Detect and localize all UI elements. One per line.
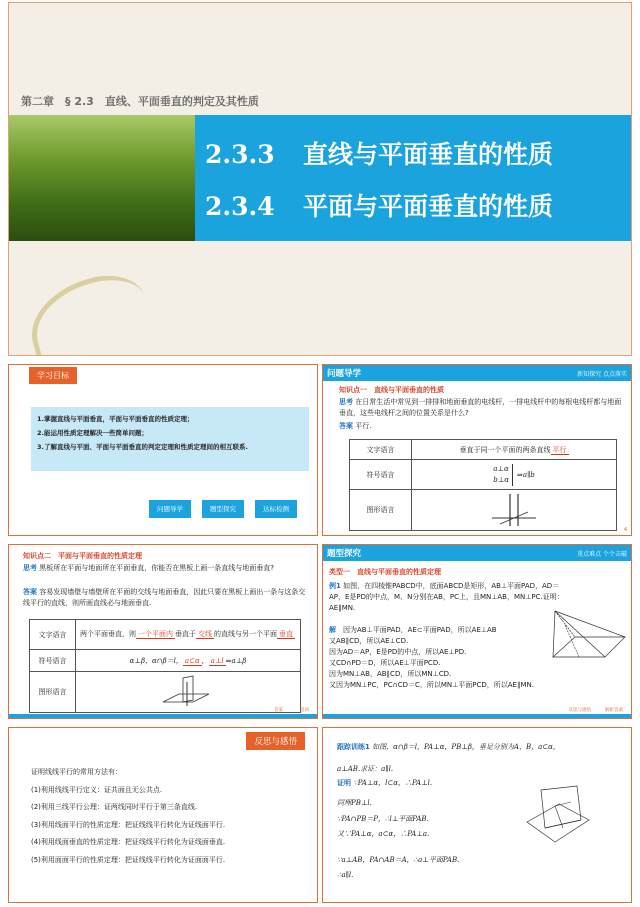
think-text: 在日常生活中常见到一排排和地面垂直的电线杆，一排电线杆中的每根电线杆都与地面垂直，这些电线杆之间的位置关系是什么? xyxy=(339,398,622,417)
knowledge-slide-1 xyxy=(322,364,632,536)
think-text: 黑板所在平面与地面所在平面垂直，你能否在黑板上画一条直线与地面垂直? xyxy=(39,564,274,572)
footer-bar xyxy=(323,714,631,718)
symbol-line: a⊥α xyxy=(493,464,509,473)
symbol-part: ⇒a⊥β xyxy=(225,656,247,665)
perpendicular-planes-figure xyxy=(153,674,223,710)
proof-line: 又∵PA⊥α，a⊂α，∴PA⊥a. xyxy=(337,830,430,838)
solution-label: 解 xyxy=(329,626,336,634)
row-figure xyxy=(76,672,301,713)
proof-line: 同理PB⊥l. xyxy=(337,799,372,807)
example-text: 如图，在四棱锥PABCD中，底面ABCD是矩形，AB⊥平面PAD，AD＝AP，E是PD的中点，M、N分别在AB，PC上，且MN⊥AB，MN⊥PC.证明：AE∥MN. xyxy=(329,582,564,612)
footer-bar xyxy=(9,714,317,718)
header-subtitle: 新知探究 点点落实 xyxy=(577,371,627,378)
nav-button-preview[interactable]: 问题导学 xyxy=(149,500,191,518)
goal-item: 2.能运用性质定理解决一些简单问题； xyxy=(37,429,148,437)
row-text-part: 的直线与另一个平面 xyxy=(214,630,277,638)
footer-reflect[interactable]: 反思与感悟 xyxy=(568,708,591,713)
follow-paragraph xyxy=(337,742,625,753)
proof-first-line xyxy=(337,778,432,789)
footer-back[interactable]: 返回 xyxy=(300,708,309,713)
footer-answer[interactable]: 答案 xyxy=(274,708,283,713)
solution-line: 又CD∩PD＝D，所以AE⊥平面PCD. xyxy=(329,659,441,667)
row-label: 图形语言 xyxy=(350,490,412,531)
fill-blank: 垂直 xyxy=(279,630,293,638)
reflection-tag: 反思与感悟 xyxy=(246,732,305,750)
pyramid-figure xyxy=(545,607,631,665)
solution-line: 因为AD＝AP，E是PD的中点，所以AE⊥PD. xyxy=(329,648,467,656)
answer-paragraph xyxy=(339,421,371,432)
row-text-part: 两个平面垂直，则 xyxy=(80,630,136,638)
row-text-main: 垂直于同一个平面的两条直线 xyxy=(459,445,551,454)
goals-box xyxy=(31,407,309,471)
parallel-lines-figure xyxy=(484,492,544,528)
goal-item: 3.了解直线与平面、平面与平面垂直的判定定理和性质定理间的相互联系. xyxy=(37,443,248,451)
follow-text: 如图，α∩β＝l，PA⊥α，PB⊥β，垂足分别为A、B，a⊂α， xyxy=(372,743,560,751)
think-paragraph xyxy=(23,563,311,574)
solution-line: 又AB∥CD，所以AE⊥CD. xyxy=(329,637,409,645)
row-text-part: 垂直于 xyxy=(175,630,196,638)
goals-tag: 学习目标 xyxy=(29,367,77,384)
answer-label: 答案 xyxy=(339,422,353,430)
row-figure xyxy=(412,490,617,531)
goal-item: 1.掌握直线与平面垂直，平面与平面垂直的性质定理； xyxy=(37,415,194,423)
fill-blank: 一个平面内 xyxy=(138,630,173,638)
follow-text-2: a⊥AB.求证：a∥l. xyxy=(337,765,394,773)
page-number: 4 xyxy=(623,527,627,533)
symbol-conclusion: ⇒a∥b xyxy=(517,470,535,479)
row-text xyxy=(412,440,617,460)
header-title: 题型探究 xyxy=(327,549,362,559)
nav-button-test[interactable]: 达标检测 xyxy=(255,500,297,518)
header-subtitle: 重点难点 个个击破 xyxy=(577,551,627,558)
title-line-2 xyxy=(205,187,553,223)
fill-blank: 平行 xyxy=(552,445,567,454)
reflection-item: (5)利用面面平行的性质定理：把证线线平行转化为证面面平行. xyxy=(31,855,226,864)
row-label: 符号语言 xyxy=(30,650,76,672)
reflection-intro: 证明线线平行的常用方法有： xyxy=(31,768,122,776)
proof-block xyxy=(337,796,523,884)
solution-line: 又因为MN⊥PC，PC∩CD＝C，所以MN⊥平面PCD，所以AE∥MN. xyxy=(329,681,534,689)
solution-text: 因为AB⊥平面PAD，AE⊂平面PAD，所以AE⊥AB xyxy=(343,626,497,634)
point-title: 知识点一 直线与平面垂直的性质 xyxy=(339,386,444,394)
row-label: 符号语言 xyxy=(350,460,412,490)
landscape-image xyxy=(9,115,195,241)
title-line-1 xyxy=(205,135,553,171)
header-title: 问题导学 xyxy=(327,369,362,379)
proof-line: ∵a⊥AB，PA∩AB＝A，∴a⊥平面PAB. xyxy=(337,855,460,864)
example-slide xyxy=(322,544,632,719)
row-symbol xyxy=(76,650,301,672)
reflection-item: (2)利用三线平行公理：证两线同时平行于第三条直线. xyxy=(31,803,198,811)
row-label: 文字语言 xyxy=(350,440,412,460)
section-title-2: 平面与平面垂直的性质 xyxy=(303,192,554,221)
type-title: 类型一 直线与平面垂直的性质定理 xyxy=(329,568,441,576)
row-text xyxy=(76,620,301,650)
knowledge-slide-2 xyxy=(8,544,318,719)
example-paragraph xyxy=(329,581,575,614)
title-banner xyxy=(195,115,632,241)
row-label: 文字语言 xyxy=(30,620,76,650)
solution-line: 因为MN⊥AB，AB∥CD，所以MN⊥CD. xyxy=(329,670,452,678)
reflection-item: (3)利用线面平行的性质定理：把证线线平行转化为证线面平行. xyxy=(31,820,226,829)
planes-figure xyxy=(519,784,597,850)
section-number-2: 2.3.4 xyxy=(205,192,275,221)
fill-blank: a⊥l xyxy=(210,656,224,665)
property-table xyxy=(29,619,301,713)
road-shape xyxy=(21,266,158,356)
fill-blank: 交线 xyxy=(198,630,212,638)
proof-text: ∵PA⊥α，l⊂α，∴PA⊥l. xyxy=(353,779,433,787)
section-number-1: 2.3.3 xyxy=(205,140,275,169)
symbol-line: b⊥α xyxy=(493,475,510,484)
answer-text: 平行. xyxy=(355,422,372,430)
proof-line: ∴a∥l. xyxy=(337,871,354,879)
goals-slide xyxy=(8,364,318,536)
row-symbol xyxy=(412,460,617,490)
follow-label: 跟踪训练1 xyxy=(337,743,370,751)
answer-text: 容易发现墙壁与墙壁所在平面的交线与地面垂直，因此只要在黑板上画出一条与这条交线平行的直线，则所画直线必与地面垂直. xyxy=(23,588,306,607)
property-table xyxy=(349,439,617,531)
point-title: 知识点二 平面与平面垂直的性质定理 xyxy=(23,552,142,560)
fill-blank: a⊂α xyxy=(184,656,200,665)
symbol-part: α⊥β，α∩β＝l， xyxy=(129,656,183,665)
think-paragraph xyxy=(339,397,625,419)
title-slide xyxy=(8,2,632,356)
reflection-list xyxy=(31,764,311,869)
slide-header xyxy=(323,545,631,561)
row-label: 图形语言 xyxy=(30,672,76,713)
symbol-sep: ， xyxy=(201,656,209,665)
footer-analysis[interactable]: 解析答案 xyxy=(605,708,623,713)
answer-label: 答案 xyxy=(23,588,37,596)
example-label: 例1 xyxy=(329,582,341,590)
chapter-heading: 第二章 § 2.3 直线、平面垂直的判定及其性质 xyxy=(21,95,259,108)
section-title-1: 直线与平面垂直的性质 xyxy=(303,140,554,169)
follow-up-slide xyxy=(322,727,632,903)
reflection-item: (1)利用线线平行定义：证共面且无公共点. xyxy=(31,785,163,794)
nav-button-explore[interactable]: 题型探究 xyxy=(202,500,244,518)
answer-paragraph xyxy=(23,587,311,609)
reflection-item: (4)利用线面垂直的性质定理：把证线线平行转化为证线面垂直. xyxy=(31,838,226,846)
proof-label: 证明 xyxy=(337,779,351,787)
reflection-slide xyxy=(8,727,318,903)
proof-line: ∵PA∩PB＝P，∴l⊥平面PAB. xyxy=(337,814,429,823)
think-label: 思考 xyxy=(23,564,37,572)
slide-header xyxy=(323,365,631,381)
think-label: 思考 xyxy=(339,398,353,406)
